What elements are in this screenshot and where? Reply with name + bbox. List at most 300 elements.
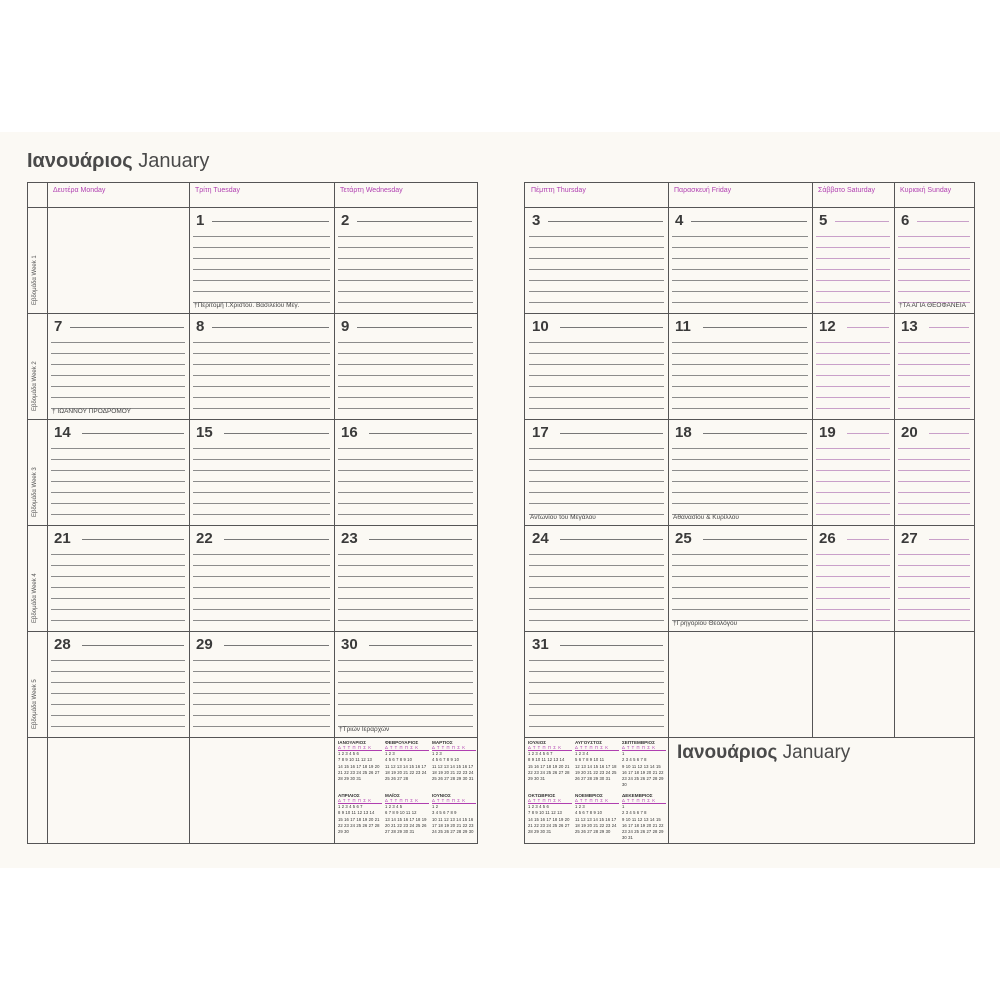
mini-week-row: 30 [622, 782, 627, 788]
ruled-line [51, 386, 185, 387]
mini-calendar [622, 740, 666, 789]
ruled-line [193, 397, 330, 398]
mini-week-row: 28 29 30 31 [338, 776, 362, 782]
ruled-line [672, 459, 808, 460]
mini-weekday-initials: Δ Τ Τ Π Π Σ Κ [622, 798, 656, 803]
ruled-line [898, 459, 970, 460]
ruled-line [193, 280, 330, 281]
day-cell-12[interactable] [813, 314, 893, 418]
mini-week-row: 2 3 4 5 6 7 8 [622, 810, 647, 816]
mini-week-row: 4 5 6 7 8 9 10 [575, 810, 603, 816]
mini-week-row: 23 24 25 26 27 28 29 [622, 829, 664, 835]
mini-weekday-initials: Δ Τ Τ Π Π Σ Κ [385, 745, 419, 750]
ruled-line [529, 459, 664, 460]
title-english: January [782, 742, 851, 763]
mini-weekday-initials: Δ Τ Τ Π Π Σ Κ [338, 745, 372, 750]
day-cell-30[interactable] [335, 632, 476, 736]
ruled-line [672, 397, 808, 398]
mini-week-row: 1 2 3 4 5 6 7 [338, 804, 363, 809]
title-greek: Ιανουάριος [27, 150, 133, 172]
ruled-line [193, 576, 330, 577]
ruled-line [672, 302, 808, 303]
mini-week-row: 18 19 20 21 22 23 24 [385, 769, 427, 775]
day-cell-empty[interactable] [48, 208, 188, 312]
ruled-line [816, 342, 890, 343]
ruled-line [898, 258, 970, 259]
ruled-line [338, 704, 473, 705]
ruled-line [672, 408, 808, 409]
day-cell-28[interactable] [48, 632, 188, 736]
ruled-line [816, 598, 890, 599]
mini-week-row: 9 10 11 12 13 14 15 [622, 763, 661, 769]
mini-calendar [575, 793, 619, 835]
ruled-line [816, 397, 890, 398]
page-title-right [677, 742, 850, 764]
mini-week-row: 21 22 23 24 25 26 27 [338, 769, 380, 775]
mini-week-row: 30 31 [622, 835, 633, 841]
ruled-line [672, 503, 808, 504]
day-cell-23[interactable] [335, 526, 476, 630]
ruled-line [816, 258, 890, 259]
day-number: 12 [819, 318, 836, 335]
mini-week-row: 7 8 9 10 11 12 13 [528, 810, 562, 816]
day-cell-8[interactable] [190, 314, 333, 418]
ruled-line [529, 609, 664, 610]
holiday-note: † ΙΩΑΝΝΟΥ ΠΡΟΔΡΟΜΟΥ [52, 408, 131, 415]
ruled-line [529, 671, 664, 672]
ruled-line [51, 565, 185, 566]
mini-week-row: 5 6 7 8 9 10 11 [575, 757, 605, 763]
ruled-line [898, 408, 970, 409]
day-header-line [70, 327, 184, 328]
ruled-line [529, 247, 664, 248]
ruled-line [338, 565, 473, 566]
ruled-line [338, 620, 473, 621]
ruled-line [51, 397, 185, 398]
ruled-line [338, 258, 473, 259]
ruled-line [51, 682, 185, 683]
day-cell-empty[interactable] [813, 632, 893, 736]
ruled-line [898, 470, 970, 471]
mini-week-row: 12 13 14 15 16 17 18 [575, 763, 617, 769]
ruled-line [816, 587, 890, 588]
ruled-line [898, 353, 970, 354]
mini-weekday-initials: Δ Τ Τ Π Π Σ Κ [575, 745, 609, 750]
mini-week-row: 4 5 6 7 8 9 10 [385, 757, 413, 763]
ruled-line [816, 353, 890, 354]
mini-week-row: 11 12 13 14 15 16 17 [432, 763, 474, 769]
day-cell-21[interactable] [48, 526, 188, 630]
ruled-line [529, 291, 664, 292]
mini-calendar [338, 740, 382, 782]
day-cell-1[interactable] [190, 208, 333, 312]
ruled-line [338, 587, 473, 588]
ruled-line [529, 397, 664, 398]
day-header-line [560, 539, 663, 540]
page-title-left [27, 150, 209, 173]
day-number: 21 [54, 530, 71, 547]
ruled-line [51, 470, 185, 471]
ruled-line [816, 470, 890, 471]
ruled-line [193, 247, 330, 248]
day-cell-31[interactable] [526, 632, 667, 736]
ruled-line [338, 408, 473, 409]
day-header-line [357, 327, 472, 328]
ruled-line [898, 514, 970, 515]
week-label: Εβδομάδα Week 1 [32, 255, 38, 305]
day-header-line [929, 327, 969, 328]
ruled-line [898, 342, 970, 343]
mini-week-row: 1 2 3 [575, 804, 585, 809]
mini-weekday-initials: Δ Τ Τ Π Π Σ Κ [385, 798, 419, 803]
mini-week-row: 25 26 27 28 29 30 31 [432, 776, 474, 782]
ruled-line [338, 342, 473, 343]
ruled-line [529, 492, 664, 493]
day-header-line [847, 327, 889, 328]
ruled-line [898, 364, 970, 365]
day-cell-9[interactable] [335, 314, 476, 418]
day-cell-10[interactable] [526, 314, 667, 418]
day-header-line [369, 433, 472, 434]
day-cell-26[interactable] [813, 526, 893, 630]
ruled-line [529, 302, 664, 303]
ruled-line [816, 269, 890, 270]
mini-month-name: ΝΟΕΜΒΡΙΟΣ [575, 793, 603, 798]
ruled-line [51, 492, 185, 493]
ruled-line [193, 269, 330, 270]
day-header-line [224, 645, 329, 646]
ruled-line [529, 236, 664, 237]
ruled-line [338, 302, 473, 303]
ruled-line [529, 704, 664, 705]
day-cell-3[interactable] [526, 208, 667, 312]
mini-week-row: 2 3 4 5 6 7 8 [622, 757, 647, 763]
day-header-line [212, 327, 329, 328]
mini-week-row: 20 21 22 23 24 25 26 [385, 822, 427, 828]
day-number: 22 [196, 530, 213, 547]
ruled-line [338, 481, 473, 482]
ruled-line [816, 280, 890, 281]
day-cell-19[interactable] [813, 420, 893, 524]
ruled-line [338, 470, 473, 471]
ruled-line [193, 587, 330, 588]
ruled-line [672, 280, 808, 281]
ruled-line [338, 554, 473, 555]
right-page [524, 182, 975, 844]
mini-month-name: ΙΟΥΝΙΟΣ [432, 793, 451, 798]
day-number: 4 [675, 212, 684, 229]
ruled-line [898, 291, 970, 292]
mini-month-name: ΑΠΡΙΛΙΟΣ [338, 793, 360, 798]
holiday-note: Αντωνίου του Μεγάλου [530, 514, 596, 521]
ruled-line [816, 609, 890, 610]
day-cell-2[interactable] [335, 208, 476, 312]
ruled-line [193, 291, 330, 292]
title-english: January [138, 150, 210, 172]
ruled-line [672, 448, 808, 449]
week-label: Εβδομάδα Week 2 [32, 361, 38, 411]
ruled-line [672, 470, 808, 471]
ruled-line [898, 576, 970, 577]
day-number: 3 [532, 212, 541, 229]
week-label: Εβδομάδα Week 3 [32, 467, 38, 517]
day-header-line [82, 645, 184, 646]
day-header-line [82, 539, 184, 540]
day-header-line [703, 433, 807, 434]
mini-week-row: 29 30 31 [528, 776, 546, 782]
weekday-header: Κυριακή Sunday [900, 187, 952, 194]
mini-calendar [385, 793, 429, 835]
ruled-line [816, 554, 890, 555]
ruled-line [338, 660, 473, 661]
mini-month-name: ΦΕΒΡΟΥΑΡΙΟΣ [385, 740, 419, 745]
ruled-line [816, 481, 890, 482]
day-header-line [703, 539, 807, 540]
mini-week-row: 16 17 18 19 20 21 22 [622, 822, 664, 828]
ruled-line [672, 375, 808, 376]
ruled-line [672, 576, 808, 577]
ruled-line [338, 514, 473, 515]
ruled-line [898, 503, 970, 504]
ruled-line [529, 503, 664, 504]
ruled-line [51, 503, 185, 504]
mini-week-row: 13 14 15 16 17 18 19 [385, 816, 427, 822]
ruled-line [898, 236, 970, 237]
ruled-line [193, 481, 330, 482]
ruled-line [529, 576, 664, 577]
day-number: 16 [341, 424, 358, 441]
ruled-line [193, 492, 330, 493]
ruled-line [51, 609, 185, 610]
day-header-line [917, 221, 969, 222]
mini-week-row: 1 2 3 4 5 [385, 804, 403, 809]
day-header-line [560, 327, 663, 328]
mini-week-row: 11 12 13 14 15 16 17 [385, 763, 427, 769]
ruled-line [338, 386, 473, 387]
mini-calendar [528, 740, 572, 782]
ruled-line [672, 598, 808, 599]
holiday-note: †Τριών Ιεραρχών [339, 726, 390, 733]
ruled-line [529, 554, 664, 555]
day-number: 20 [901, 424, 918, 441]
ruled-line [529, 726, 664, 727]
ruled-line [529, 715, 664, 716]
holiday-note: †Περιτομή Ι.Χριστού. Βασιλείου Μεγ. [194, 302, 300, 309]
ruled-line [672, 364, 808, 365]
ruled-line [338, 492, 473, 493]
mini-week-row: 16 17 18 19 20 21 22 [622, 769, 664, 775]
mini-week-row: 10 11 12 13 14 15 16 [432, 816, 474, 822]
day-header-line [691, 221, 807, 222]
mini-week-row: 17 18 19 20 21 22 23 [432, 822, 474, 828]
day-number: 11 [675, 318, 691, 335]
day-cell-22[interactable] [190, 526, 333, 630]
day-number: 24 [532, 530, 549, 547]
mini-week-row: 3 4 5 6 7 8 9 [432, 810, 457, 816]
ruled-line [193, 459, 330, 460]
mini-week-row: 24 25 26 27 28 29 30 [432, 829, 474, 835]
ruled-line [672, 291, 808, 292]
day-number: 15 [196, 424, 213, 441]
day-cell-4[interactable] [669, 208, 811, 312]
ruled-line [193, 258, 330, 259]
ruled-line [338, 291, 473, 292]
day-number: 18 [675, 424, 692, 441]
day-cell-16[interactable] [335, 420, 476, 524]
ruled-line [193, 470, 330, 471]
ruled-line [193, 375, 330, 376]
ruled-line [898, 386, 970, 387]
ruled-line [193, 408, 330, 409]
ruled-line [51, 554, 185, 555]
day-cell-empty[interactable] [895, 632, 973, 736]
day-number: 7 [54, 318, 63, 335]
day-cell-27[interactable] [895, 526, 973, 630]
left-page [27, 182, 478, 844]
ruled-line [672, 258, 808, 259]
ruled-line [193, 448, 330, 449]
ruled-line [51, 514, 185, 515]
day-cell-5[interactable] [813, 208, 893, 312]
ruled-line [672, 236, 808, 237]
ruled-line [529, 481, 664, 482]
ruled-line [816, 291, 890, 292]
mini-calendar [432, 740, 476, 782]
mini-week-row: 22 23 24 25 26 27 28 [338, 822, 380, 828]
ruled-line [898, 492, 970, 493]
ruled-line [816, 302, 890, 303]
mini-weekday-initials: Δ Τ Τ Π Π Σ Κ [432, 745, 466, 750]
ruled-line [672, 342, 808, 343]
holiday-note: Αθανασίου & Κυρίλλου [673, 514, 739, 521]
day-cell-empty[interactable] [669, 632, 811, 736]
mini-week-row: 27 28 29 30 31 [385, 829, 415, 835]
ruled-line [193, 342, 330, 343]
ruled-line [816, 620, 890, 621]
ruled-line [338, 503, 473, 504]
ruled-line [898, 280, 970, 281]
day-cell-6[interactable] [895, 208, 973, 312]
mini-calendar [385, 740, 429, 782]
ruled-line [898, 620, 970, 621]
ruled-line [193, 565, 330, 566]
ruled-line [193, 682, 330, 683]
day-cell-15[interactable] [190, 420, 333, 524]
day-number: 17 [532, 424, 549, 441]
ruled-line [51, 576, 185, 577]
day-cell-14[interactable] [48, 420, 188, 524]
day-number: 2 [341, 212, 350, 229]
mini-week-row: 1 2 [432, 804, 439, 809]
ruled-line [51, 448, 185, 449]
ruled-line [193, 353, 330, 354]
ruled-line [338, 459, 473, 460]
ruled-line [672, 353, 808, 354]
ruled-line [529, 375, 664, 376]
day-number: 9 [341, 318, 350, 335]
week-label: Εβδομάδα Week 5 [32, 679, 38, 729]
row-divider [28, 737, 477, 738]
mini-month-name: ΙΟΥΛΙΟΣ [528, 740, 547, 745]
ruled-line [338, 715, 473, 716]
holiday-note: †Γρηγορίου Θεολόγου [673, 620, 738, 627]
ruled-line [672, 565, 808, 566]
ruled-line [529, 470, 664, 471]
day-number: 30 [341, 636, 358, 653]
mini-calendar [528, 793, 572, 835]
mini-weekday-initials: Δ Τ Τ Π Π Σ Κ [622, 745, 656, 750]
ruled-line [51, 353, 185, 354]
day-cell-13[interactable] [895, 314, 973, 418]
day-cell-17[interactable] [526, 420, 667, 524]
day-number: 5 [819, 212, 828, 229]
ruled-line [193, 715, 330, 716]
ruled-line [51, 587, 185, 588]
weekday-header: Δευτέρα Monday [53, 187, 106, 194]
ruled-line [193, 598, 330, 599]
mini-month-name: ΑΥΓΟΥΣΤΟΣ [575, 740, 603, 745]
mini-calendar [622, 793, 666, 842]
ruled-line [672, 587, 808, 588]
ruled-line [672, 386, 808, 387]
ruled-line [529, 280, 664, 281]
mini-month-name: ΜΑΪΟΣ [385, 793, 400, 798]
day-cell-20[interactable] [895, 420, 973, 524]
ruled-line [898, 247, 970, 248]
mini-week-row: 7 8 9 10 11 12 13 [338, 757, 372, 763]
ruled-line [816, 503, 890, 504]
ruled-line [529, 682, 664, 683]
ruled-line [338, 671, 473, 672]
mini-week-row: 9 10 11 12 13 14 15 [622, 816, 661, 822]
ruled-line [672, 247, 808, 248]
mini-week-row: 1 2 3 4 5 6 [528, 804, 549, 809]
weekday-header: Τετάρτη Wednesday [340, 187, 403, 194]
ruled-line [51, 726, 185, 727]
day-cell-29[interactable] [190, 632, 333, 736]
mini-week-row: 21 22 23 24 25 26 27 [528, 822, 570, 828]
ruled-line [816, 375, 890, 376]
ruled-line [51, 375, 185, 376]
mini-weekday-initials: Δ Τ Τ Π Π Σ Κ [432, 798, 466, 803]
day-number: 1 [196, 212, 205, 229]
day-number: 6 [901, 212, 910, 229]
day-cell-18[interactable] [669, 420, 811, 524]
ruled-line [898, 269, 970, 270]
ruled-line [816, 364, 890, 365]
day-cell-25[interactable] [669, 526, 811, 630]
ruled-line [672, 481, 808, 482]
ruled-line [338, 598, 473, 599]
planner-spread [0, 132, 1000, 868]
ruled-line [338, 353, 473, 354]
mini-week-row: 6 7 8 9 10 11 12 [385, 810, 417, 816]
ruled-line [338, 397, 473, 398]
mini-week-row: 1 2 3 4 5 6 [338, 751, 359, 756]
day-number: 29 [196, 636, 213, 653]
day-cell-11[interactable] [669, 314, 811, 418]
day-cell-7[interactable] [48, 314, 188, 418]
weekday-header: Παρασκευή Friday [674, 187, 732, 194]
ruled-line [816, 247, 890, 248]
ruled-line [51, 620, 185, 621]
ruled-line [193, 671, 330, 672]
ruled-line [672, 609, 808, 610]
ruled-line [816, 514, 890, 515]
ruled-line [529, 693, 664, 694]
day-number: 14 [54, 424, 71, 441]
day-cell-24[interactable] [526, 526, 667, 630]
